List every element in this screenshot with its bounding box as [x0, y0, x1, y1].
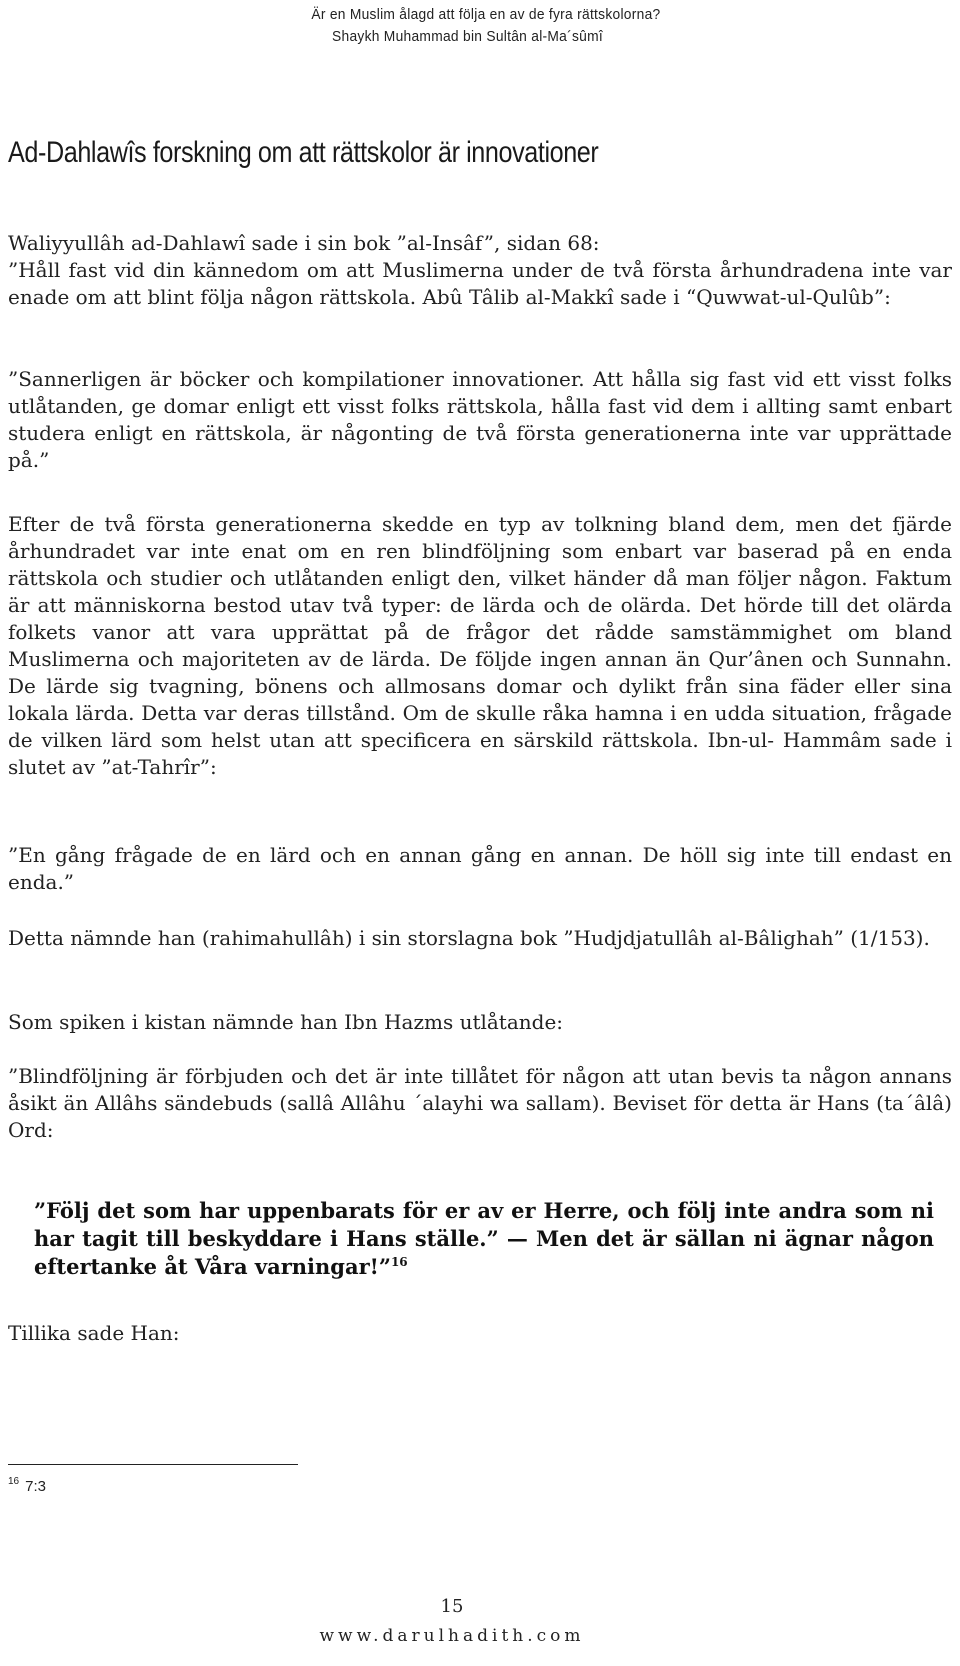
paragraph-quote-ibn-hazm: ”Blindföljning är förbjuden och det är inte tillåtet för någon att utan bevis ta någon annans åsikt än Allâhs sändebuds (sallâ Allâhu ´alayhi wa sallam). Beviset för detta är Hans (ta´âlâ) Ord:	[8, 1064, 952, 1142]
quran-verse	[34, 1197, 934, 1281]
paragraph-intro: Waliyyullâh ad-Dahlawî sade i sin bok ”al-Insâf”, sidan 68:	[8, 231, 600, 255]
paragraph-quote-tahrir: ”En gång frågade de en lärd och en annan gång en annan. De höll sig inte till endast en enda.”	[8, 843, 952, 894]
footnote-number: 16	[8, 1476, 20, 1487]
paragraph-quote-makki: ”Sannerligen är böcker och kompilationer innovationer. Att hålla sig fast vid ett visst folks utlåtanden, ge domar enligt ett visst folks rättskola, hålla fast vid dem i allting samt enbart studera enligt en rättskola, är någonting de två första generationerna inte var upprättade på.”	[8, 367, 952, 472]
running-header	[311, 4, 660, 48]
section-title: Ad-Dahlawîs forskning om att rättskolor är innovationer	[8, 136, 599, 169]
footnote-text: 7:3	[25, 1478, 46, 1495]
footnote	[8, 1478, 46, 1495]
header-author: Shaykh Muhammad bin Sultân al-Ma´sûmî	[331, 28, 603, 45]
footnote-reference[interactable]: 16	[390, 1255, 408, 1269]
paragraph-ibn-hazm-intro: Som spiken i kistan nämnde han Ibn Hazms utlåtande:	[8, 1010, 564, 1034]
paragraph-source: Detta nämnde han (rahimahullâh) i sin storslagna bok ”Hudjdjatullâh al-Bâlighah” (1/153).	[8, 926, 930, 950]
footnote-divider	[8, 1464, 298, 1465]
paragraph-generations: Efter de två första generationerna skedde en typ av tolkning bland dem, men det fjärde århundradet var inte enat om en ren blindföljning som enbart var baserad på en enda rättskola och studier och utlåtanden enligt den, vilket händer då man följer någon. Faktum är att människorna bestod utav två typer: de lärda och de olärda. Det hörde till det olärda folkets vanor att vara upprättat på de frågor det rådde samstämmighet om bland Muslimerna och majoriteten av de lärda. De följde ingen annan än Qur’ânen och Sunnahn. De lärde sig tvagning, bönens och allmosans domar och dylikt från sina fäder eller sina lokala lärda. Detta var deras tillstånd. Om de skulle råka hamna i en udda situation, frågade de vilken lärd som helst utan att specificera en särskild rättskola. Ibn-ul- Hammâm sade i slutet av ”at-Tahrîr”:	[8, 512, 952, 779]
paragraph-quote-dahlawi: ”Håll fast vid din kännedom om att Muslimerna under de två första århundradena inte var enade om att blint följa någon rättskola. Abû Tâlib al-Makkî sade i “Quwwat-ul-Qulûb”:	[8, 258, 952, 309]
header-book-title: Är en Muslim ålagd att följa en av de fyra rättskolorna?	[310, 6, 660, 23]
page-number: 15	[440, 1596, 464, 1617]
website-url[interactable]: www.darulhadith.com	[319, 1626, 585, 1646]
quran-verse-text: ”Följ det som har uppenbarats för er av er Herre, och följ inte andra som ni har tagit till beskyddare i Hans ställe.” — Men det är sällan ni ägnar någon eftertanke åt Våra varningar!”	[34, 1198, 934, 1279]
paragraph-tillika: Tillika sade Han:	[8, 1321, 180, 1345]
